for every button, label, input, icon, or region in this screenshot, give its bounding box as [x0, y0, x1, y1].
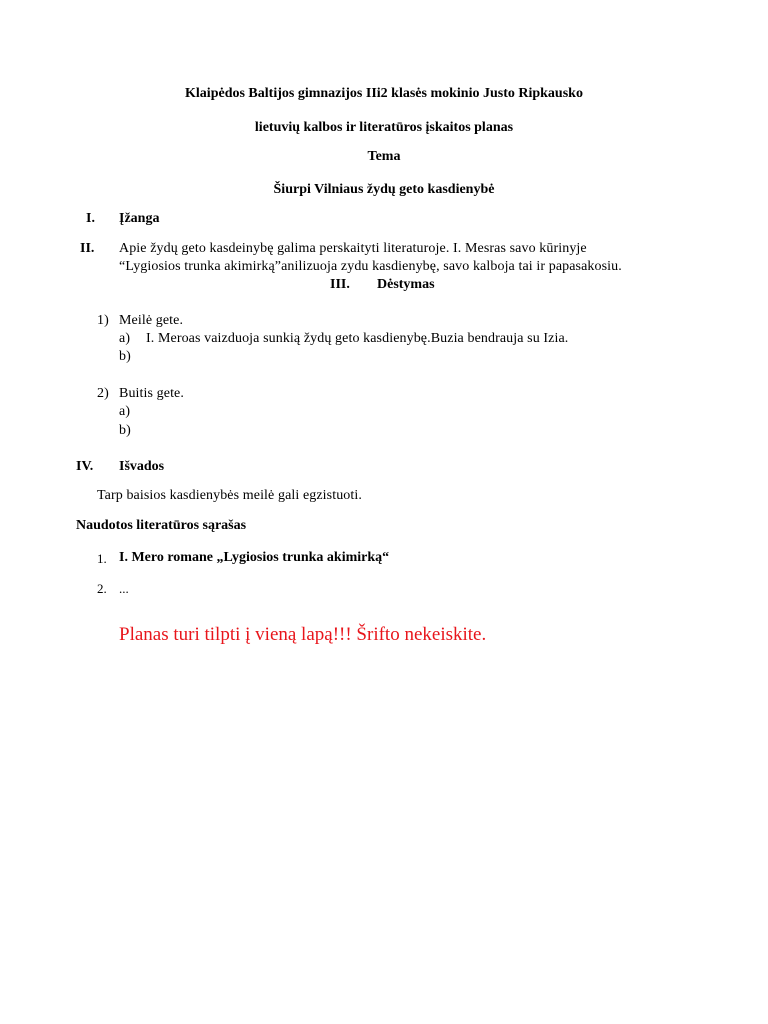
- section-number: III.: [330, 277, 350, 292]
- sublist-label: a): [119, 331, 131, 346]
- section-title-destymas: Dėstymas: [377, 277, 435, 292]
- section-number: II.: [80, 241, 95, 256]
- document-subtitle: lietuvių kalbos ir literatūros įskaitos planas: [254, 120, 514, 135]
- literature-item-number: 2.: [97, 581, 107, 596]
- sublist-label: b): [119, 349, 131, 364]
- section-title-izanga: Įžanga: [119, 211, 160, 226]
- sublist-label: a): [119, 404, 131, 419]
- list-item-title: Meilė gete.: [119, 313, 184, 328]
- paragraph-line: Apie žydų geto kasdeinybę galima perskaityti literaturoje. I. Mesras savo kūrinyje: [119, 241, 587, 256]
- list-item-title: Buitis gete.: [119, 386, 184, 401]
- conclusion-text: Tarp baisios kasdienybės meilė gali egzistuoti.: [97, 488, 362, 503]
- literature-item: I. Mero romane „Lygiosios trunka akimirką“: [119, 550, 390, 565]
- sublist-label: b): [119, 423, 131, 438]
- list-item-number: 2): [97, 386, 109, 401]
- sublist-text: I. Meroas vaizduoja sunkią žydų geto kasdienybę.Buzia bendrauja su Izia.: [146, 331, 569, 346]
- tema-label: Tema: [367, 149, 401, 164]
- section-number: IV.: [76, 459, 94, 474]
- document-title: Klaipėdos Baltijos gimnazijos IIi2 klasės mokinio Justo Ripkausko: [185, 86, 583, 101]
- literature-item: ...: [119, 581, 129, 596]
- list-item-number: 1): [97, 313, 109, 328]
- literature-heading: Naudotos literatūros sąrašas: [76, 518, 247, 533]
- section-title-isvados: Išvados: [119, 459, 165, 474]
- paragraph-line: “Lygiosios trunka akimirką”anilizuoja zydu kasdienybę, savo kalboja tai ir papasakosiu.: [119, 259, 622, 274]
- warning-note: Planas turi tilpti į vieną lapą!!! Šrifto nekeiskite.: [119, 624, 487, 645]
- literature-item-number: 1.: [97, 551, 107, 566]
- topic-heading: Šiurpi Vilniaus žydų geto kasdienybė: [273, 182, 495, 197]
- section-number: I.: [86, 211, 95, 226]
